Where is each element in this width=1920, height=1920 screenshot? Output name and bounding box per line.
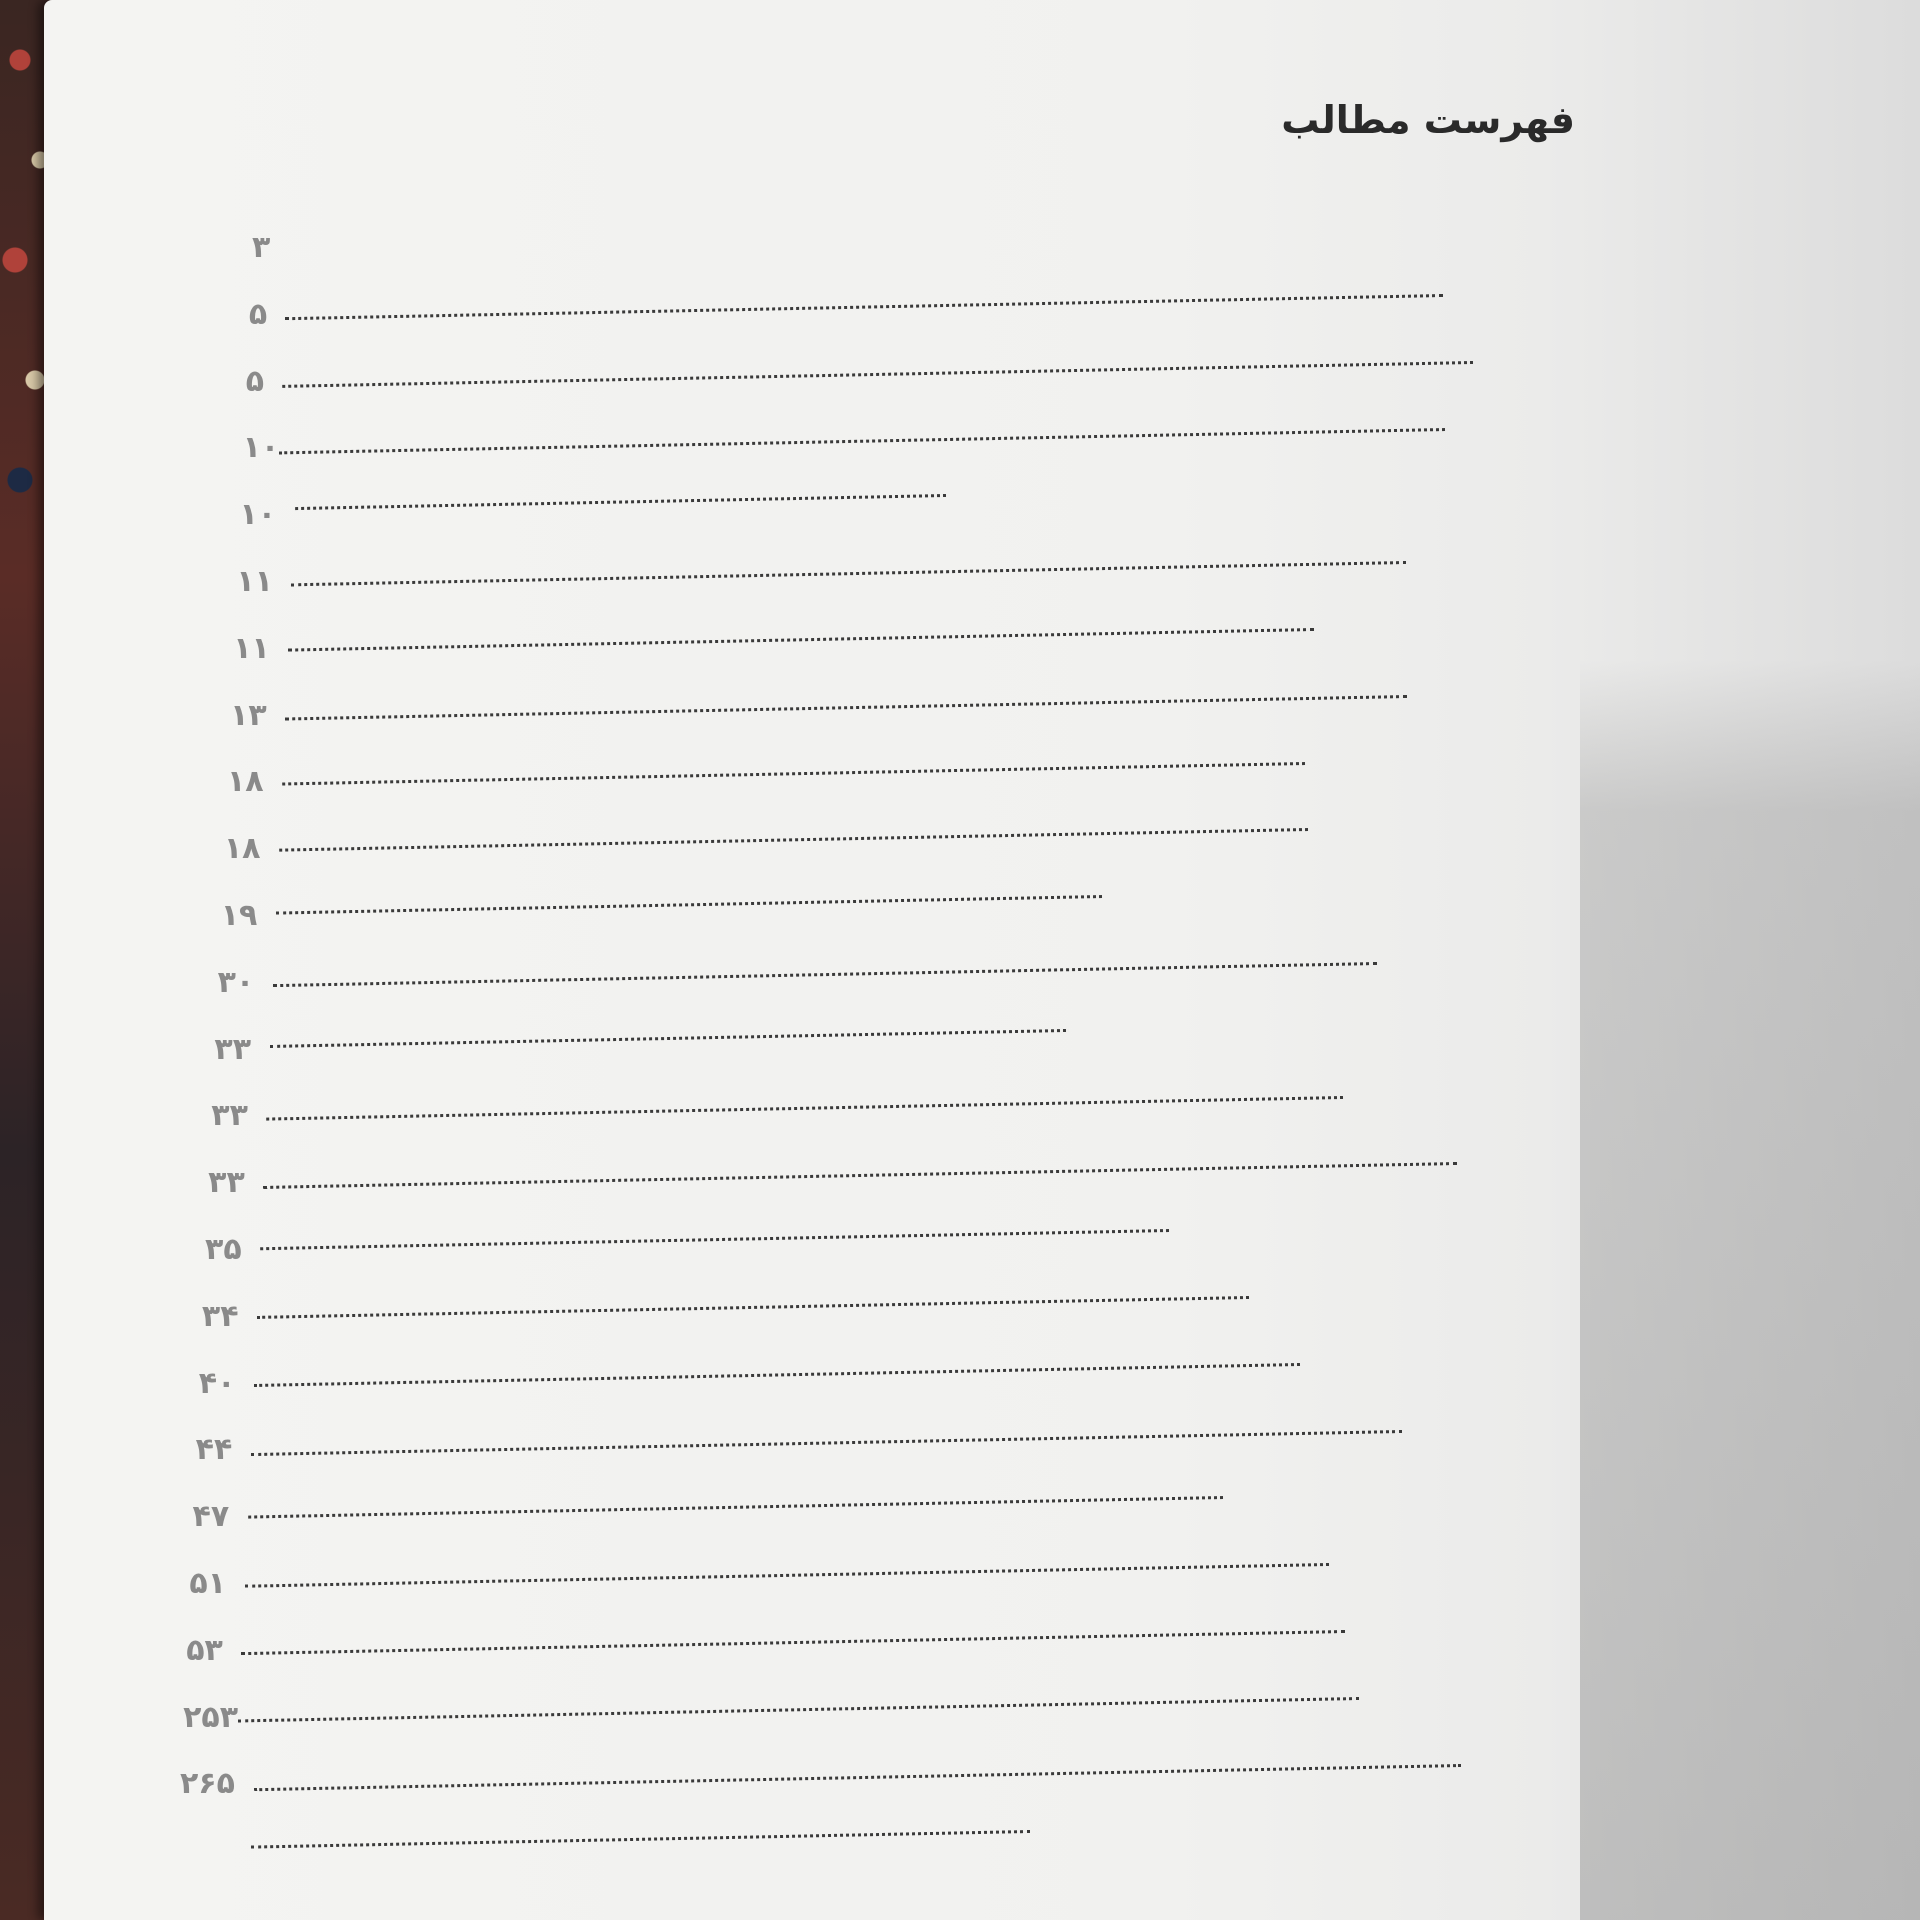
toc-dot-leader [285, 294, 1443, 320]
toc-dot-leader [251, 1830, 1029, 1849]
toc-page-number: ۵ [245, 363, 265, 399]
toc-page-number: ۵ [248, 296, 268, 332]
toc-page-number: ۱۱ [233, 630, 270, 666]
toc-dot-leader [279, 428, 1445, 454]
toc-page-number: ۴۷ [192, 1499, 230, 1535]
toc-page-number: ۳۴ [201, 1298, 239, 1334]
toc-page-number: ۵۱ [189, 1566, 227, 1601]
toc-dot-leader [279, 828, 1308, 852]
toc-dot-leader [292, 561, 1406, 586]
toc-page-number: ۵۳ [186, 1632, 223, 1668]
toc-page-number: ۱۰ [239, 497, 277, 533]
toc-dot-leader [270, 1029, 1066, 1048]
toc-dot-leader [276, 895, 1102, 915]
toc-dot-leader [260, 1229, 1169, 1250]
toc-page-number: ۲۶۵ [180, 1766, 235, 1802]
toc-dot-leader [248, 1496, 1223, 1519]
toc-dot-leader [282, 361, 1473, 388]
toc-dot-leader [254, 1363, 1299, 1387]
toc-dot-leader [285, 695, 1406, 721]
toc-page-number: ۳۵ [205, 1232, 242, 1267]
toc-page-number: ۳۳ [211, 1098, 248, 1134]
toc-page-number: ۱۳ [230, 697, 267, 733]
toc-dot-leader [273, 962, 1377, 987]
toc-page-number: ۴۰ [198, 1365, 236, 1401]
toc-dot-leader [242, 1630, 1346, 1655]
toc-dot-leader [245, 1563, 1329, 1588]
toc-dot-leader [289, 628, 1314, 652]
toc-page-number: ۴۴ [195, 1432, 233, 1468]
toc-dot-leader [267, 1096, 1343, 1121]
toc-dot-leader [238, 1697, 1359, 1722]
toc-page-number: ۱۰ [242, 430, 280, 466]
toc-page-number: ۳۰ [217, 964, 255, 1000]
toc-page-number: ۱۸ [223, 831, 261, 867]
toc-page-number: ۱۸ [226, 764, 264, 800]
toc-page-number: ۲۵۳ [183, 1699, 239, 1735]
page-title: فهرست مطالب [1281, 98, 1575, 142]
toc-page-number: ۱۱ [236, 564, 273, 599]
toc-page-number: ۳۳ [208, 1165, 245, 1201]
toc-dot-leader [264, 1162, 1458, 1189]
toc-page-number: ۳۳ [214, 1031, 252, 1067]
toc-dot-leader [251, 1430, 1401, 1456]
toc-dot-leader [254, 1764, 1461, 1791]
toc-dot-leader [257, 1296, 1249, 1319]
toc-dot-leader [295, 494, 946, 510]
toc-page-number: ۱۹ [220, 898, 258, 933]
toc-dot-leader [282, 762, 1305, 786]
toc-page-number: ۳ [252, 230, 271, 265]
